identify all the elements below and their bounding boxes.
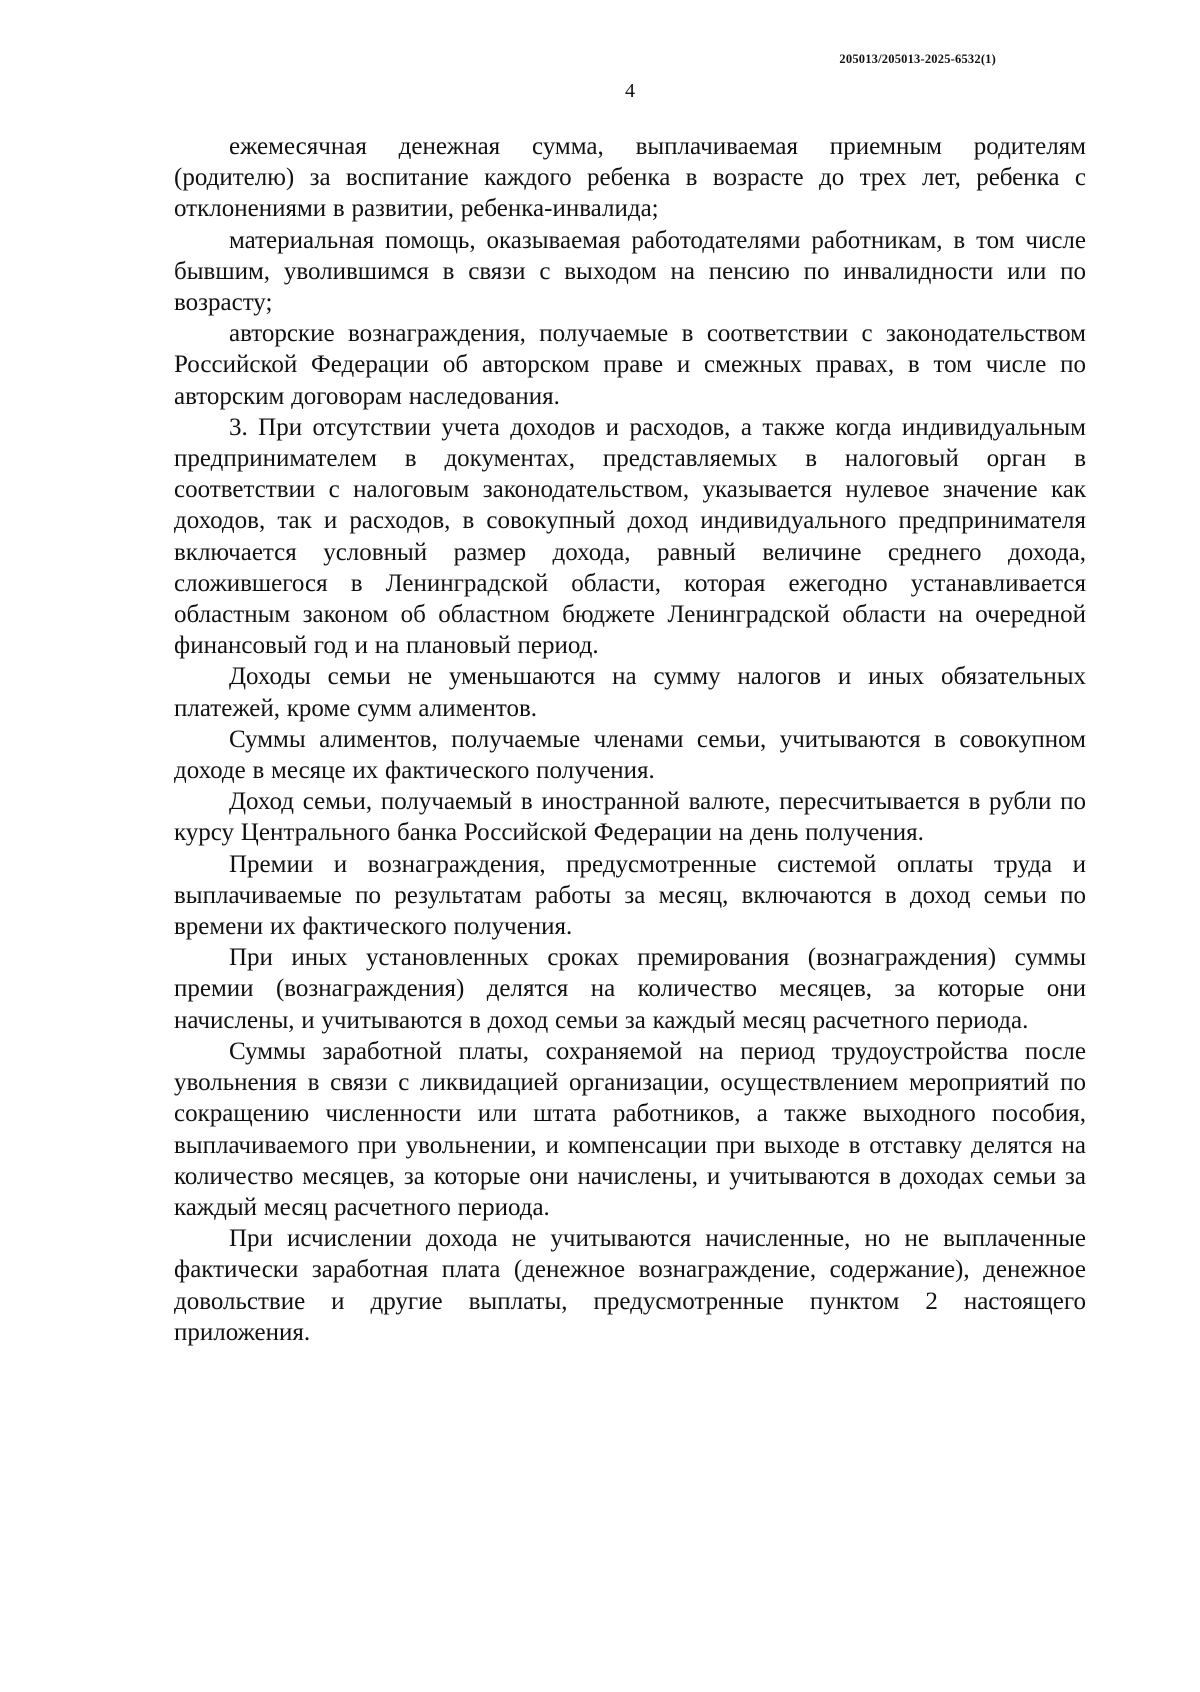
paragraph-severance: Суммы заработной платы, сохраняемой на период трудоустройства после увольнения в связи с ликвидацией организации, осуществлением мероприятий по сокращению численности или штата работников, а также выходного пособия, выплачиваемого при увольнении, и компенсации при выходе в отставку делятся на количество месяцев, за которые они начислены, и учитываются в доходах семьи за каждый месяц расчетного периода. bbox=[174, 1037, 1086, 1221]
page-number: 4 bbox=[625, 80, 635, 102]
paragraph-item-3: 3. При отсутствии учета доходов и расходов, а также когда индивидуальным предпринимателем в документах, представляемых в налоговый орган в соответствии с налоговым законодательством, указывается нулевое значение как доходов, так и расходов, в совокупный доход индивидуального предпринимателя включается условный размер дохода, равный величине среднего дохода, сложившегося в Ленинградской области, которая ежегодно устанавливается областным законом об областном бюджете Ленинградской области на очередной финансовый год и на плановый период. bbox=[174, 413, 1086, 660]
paragraph-other-bonus-terms: При иных установленных сроках премирования (вознаграждения) суммы премии (вознаграждения) делятся на количество месяцев, за которые они начислены, и учитываются в доход семьи за каждый месяц расчетного периода. bbox=[174, 944, 1086, 1034]
paragraph-foreign-currency: Доход семьи, получаемый в иностранной валюте, пересчитывается в рубли по курсу Центрального банка Российской Федерации на день получения. bbox=[174, 788, 1086, 847]
document-body bbox=[174, 131, 1086, 1348]
paragraph-unpaid-accruals: При исчислении дохода не учитываются начисленные, но не выплаченные фактически заработная плата (денежное вознаграждение, содержание), денежное довольствие и другие выплаты, предусмотренные пунктом 2 настоящего приложения. bbox=[174, 1225, 1086, 1346]
paragraph-taxes: Доходы семьи не уменьшаются на сумму налогов и иных обязательных платежей, кроме сумм алиментов. bbox=[174, 663, 1086, 722]
paragraph-author-fees: авторские вознаграждения, получаемые в соответствии с законодательством Российской Федерации об авторском праве и смежных правах, в том числе по авторским договорам наследования. bbox=[174, 320, 1086, 410]
paragraph-alimony: Суммы алиментов, получаемые членами семьи, учитываются в совокупном доходе в месяце их фактического получения. bbox=[174, 725, 1086, 785]
paragraph-monthly-sum: ежемесячная денежная сумма, выплачиваемая приемным родителям (родителю) за воспитание каждого ребенка в возрасте до трех лет, ребенка с отклонениями в развитии, ребенка-инвалида; bbox=[174, 133, 1086, 223]
paragraph-bonuses: Премии и вознаграждения, предусмотренные системой оплаты труда и выплачиваемые по результатам работы за месяц, включаются в доход семьи по времени их фактического получения. bbox=[174, 850, 1086, 941]
document-registration-number: 205013/205013-2025-6532(1) bbox=[839, 52, 996, 66]
paragraph-material-aid: материальная помощь, оказываемая работодателями работникам, в том числе бывшим, уволившимся в связи с выходом на пенсию по инвалидности или по возрасту; bbox=[174, 226, 1086, 317]
